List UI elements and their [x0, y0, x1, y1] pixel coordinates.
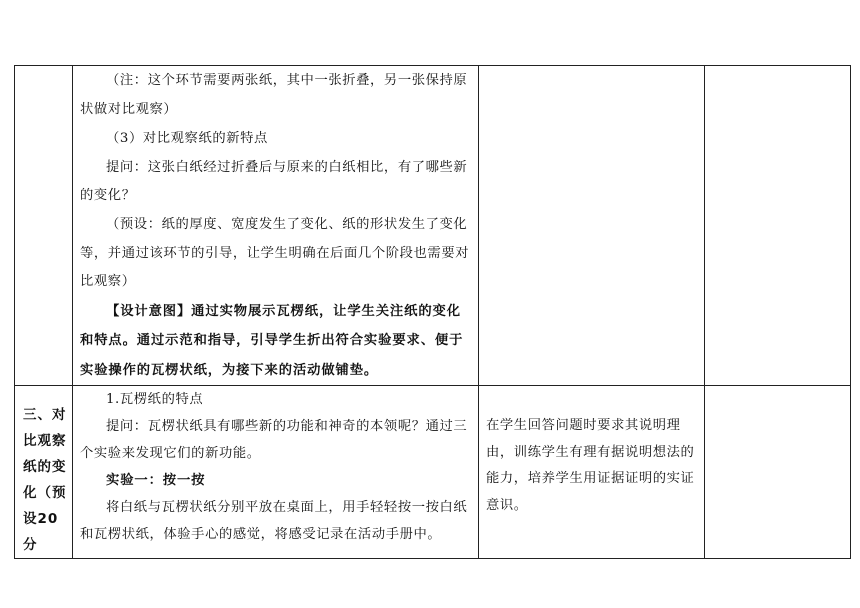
- content-cell: [73, 386, 479, 559]
- phase-title: 三、对比观察纸的变化（预设20分: [23, 407, 67, 554]
- note-paragraph: （注：这个环节需要两张纸，其中一张折叠，另一张保持原状做对比观察）: [80, 73, 468, 117]
- phase-cell: [15, 386, 73, 559]
- content-cell: [73, 66, 479, 386]
- question-paragraph: 提问：瓦楞状纸具有哪些新的功能和神奇的本领呢？通过三个实验来发现它们的新功能。: [80, 419, 468, 462]
- intent-cell: [479, 66, 705, 386]
- lesson-plan-table: [14, 65, 851, 559]
- experiment-paragraph: 将白纸与瓦楞状纸分别平放在桌面上，用手轻轻按一按白纸和瓦楞状纸，体验手心的感觉，将感受记录在活动手册中。: [80, 500, 468, 543]
- step-heading: （3）对比观察纸的新特点: [106, 131, 268, 147]
- table-row: [15, 66, 851, 386]
- design-intent-paragraph: 【设计意图】通过实物展示瓦楞纸，让学生关注纸的变化和特点。通过示范和指导，引导学生折出符合实验要求、便于实验操作的瓦楞状纸，为接下来的活动做铺垫。: [80, 303, 464, 378]
- intent-cell: [479, 386, 705, 559]
- phase-cell: [15, 66, 73, 386]
- remark-cell: [705, 66, 851, 386]
- preset-paragraph: （预设：纸的厚度、宽度发生了变化、纸的形状发生了变化等，并通过该环节的引导，让学生明确在后面几个阶段也需要对比观察）: [80, 216, 470, 290]
- experiment-heading: 实验一：按一按: [106, 473, 206, 489]
- question-paragraph: 提问：这张白纸经过折叠后与原来的白纸相比，有了哪些新的变化？: [80, 159, 468, 204]
- table-row: [15, 386, 851, 559]
- section-heading: 1.瓦楞纸的特点: [106, 392, 204, 408]
- intent-text: 在学生回答问题时要求其说明理由，训练学生有理有据说明想法的能力，培养学生用证据证明的实证意识。: [486, 418, 695, 514]
- remark-cell: [705, 386, 851, 559]
